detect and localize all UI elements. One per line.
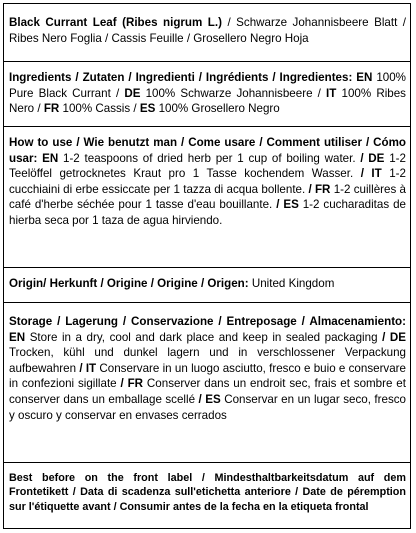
storage-section (4, 302, 410, 463)
usage-it-text: 1-2 cucchiaini di erbe essiccate per 1 tazza di acqua bollente. (9, 167, 406, 196)
ingredients-en-text: 100% Pure Black Currant / (9, 71, 406, 100)
storage-de-text: Trocken, kühl und dunkel lagern und in verschlossener Verpackung aufbewahren (9, 346, 406, 375)
usage-de-text: 1-2 Teelöffel getrocknetes Kraut pro 1 Tasse kochendem Wasser. (9, 151, 406, 181)
ingredients-it-text: 100% Ribes Nero / (9, 86, 406, 116)
best-before-section (4, 462, 410, 528)
origin-value: United Kingdom (251, 277, 335, 290)
ingredients-en-code: EN (356, 71, 373, 84)
origin-section (4, 267, 410, 303)
ingredients-fr-code: FR (43, 102, 60, 116)
usage-en-code: EN (42, 151, 59, 165)
ingredients-fr-text: 100% Cassis / (62, 102, 137, 116)
storage-es-text: Conservar en un lugar seco, fresco y oscuro y conservar en envases cerrados (9, 392, 406, 422)
best-before-text: Best before on the front label / Mindesthaltbarkeitsdatum auf dem Frontetikett / Data di scadenza sull'etichetta anteriore / Date de péremption sur l'étiquette avant / Consumir antes de la fecha en la etiqueta frontal (9, 472, 406, 513)
usage-heading: How to use / Wie benutzt man / Come usare / Comment utiliser / Cómo usar: (9, 136, 406, 165)
storage-en-code: EN (9, 330, 26, 344)
usage-section (4, 126, 410, 268)
product-name-section (4, 4, 410, 61)
ingredients-heading: Ingredients / Zutaten / Ingredienti / Ingrédients / Ingredientes: (9, 71, 353, 84)
storage-de-code: / DE (382, 330, 406, 344)
storage-heading: Storage / Lagerung / Conservazione / Entreposage / Almacenamiento: (9, 315, 406, 328)
usage-es-text: 1-2 cucharaditas de hierba seca por 1 taza de agua hirviendo. (9, 198, 406, 227)
storage-en-text: Store in a dry, cool and dark place and keep in sealed packaging (29, 330, 378, 344)
product-name-latin: Black Currant Leaf (Ribes nigrum L.) (9, 16, 222, 29)
usage-fr-code: / FR (308, 182, 331, 196)
usage-es-code: / ES (276, 198, 299, 212)
storage-it-code: / IT (79, 361, 97, 375)
storage-fr-text: Conserver dans un endroit sec, frais et sombre et conserver dans un emballage scellé (9, 377, 406, 406)
storage-es-code: / ES (198, 392, 221, 406)
product-label (3, 3, 411, 529)
storage-fr-code: / FR (120, 377, 144, 391)
ingredients-de-text: 100% Schwarze Johannisbeere / (145, 86, 321, 100)
origin-heading: Origin/ Herkunft / Origine / Origine / Origen: (9, 277, 249, 290)
usage-fr-text: 1-2 cuillères à café d'herbe séchée pour 1 tasse d'eau bouillante. (9, 182, 406, 212)
storage-it-text: Conservare in un luogo asciutto, fresco e buio e conservare in confezioni sigillate (9, 361, 406, 391)
product-name-translations: / Schwarze Johannisbeere Blatt / Ribes Nero Foglia / Cassis Feuille / Grosellero Negro Hoja (9, 16, 407, 45)
ingredients-de-code: DE (124, 86, 141, 100)
ingredients-es-text: 100% Grosellero Negro (158, 102, 280, 116)
ingredients-section (4, 61, 410, 127)
ingredients-es-code: ES (139, 102, 156, 116)
usage-it-code: / IT (360, 167, 382, 181)
ingredients-it-code: IT (326, 86, 337, 100)
usage-en-text: 1-2 teaspoons of dried herb per 1 cup of boiling water. (63, 151, 356, 165)
usage-de-code: / DE (360, 151, 385, 165)
